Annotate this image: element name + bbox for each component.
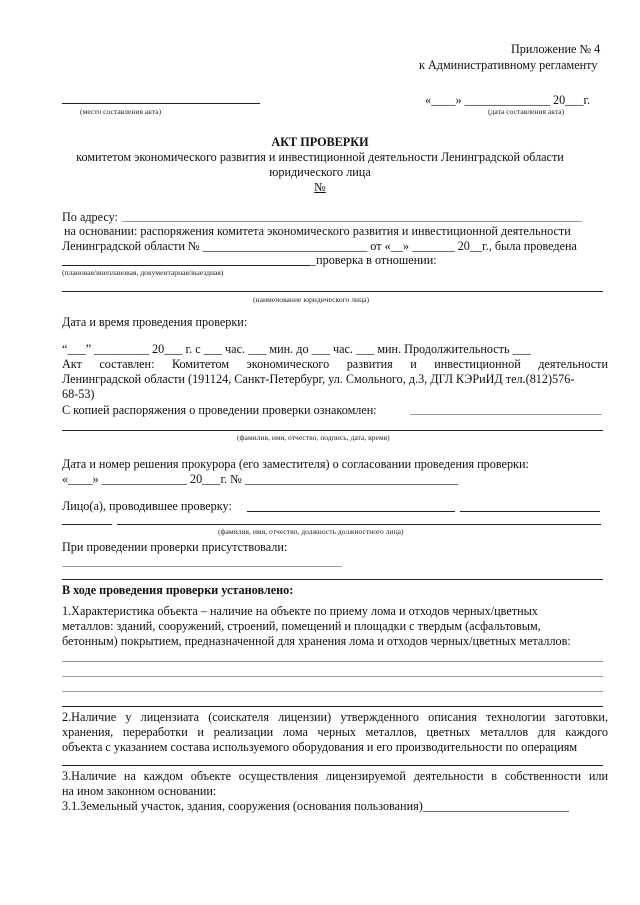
item-3-line-2: на ином законном основании: xyxy=(62,784,217,798)
act-compiled-line-1: Акт составлен: Комитетом экономического развития и инвестиционной деятельности xyxy=(62,357,608,371)
item-1-answer-line-3 xyxy=(62,691,603,692)
present-label: При проведении проверки присутствовали: xyxy=(62,540,288,554)
findings-heading: В ходе проведения проверки установлено: xyxy=(62,583,294,597)
prosecutor-label: Дата и номер решения прокурора (его заместителя) о согласовании проведения проверки: xyxy=(62,457,529,471)
date-field: «____» ______________ 20___г. xyxy=(425,93,591,107)
prosecutor-line: «____» ______________ 20___г. № ___________________________________ xyxy=(62,472,459,486)
act-subtitle-2: юридического лица xyxy=(269,165,371,179)
datetime-label: Дата и время проведения проверки: xyxy=(62,315,248,329)
act-title: АКТ ПРОВЕРКИ xyxy=(271,135,369,149)
present-line xyxy=(62,566,342,567)
place-line xyxy=(62,103,260,104)
inspector-caption: (фамилия, имя, отчество, должность должностного лица) xyxy=(218,527,404,536)
check-type-suffix: _проверка в отношении: xyxy=(310,253,437,267)
item-1-answer-line-2 xyxy=(62,676,603,677)
item-1-line-3: бетонным) покрытием, предназначенной для хранения лома и отходов черных/цветных металлов: xyxy=(62,634,571,648)
place-caption: (место составления акта) xyxy=(80,107,162,116)
act-number: № xyxy=(314,180,326,194)
entity-line xyxy=(62,291,603,292)
act-subtitle: комитетом экономического развития и инвестиционной деятельности Ленинградской области xyxy=(76,150,564,164)
copy-label: С копией распоряжения о проведении проверки ознакомлен: xyxy=(62,403,377,417)
item-1-answer-line-4 xyxy=(62,706,603,707)
item-1-line-2: металлов: зданий, сооружений, строений, помещений и площадки с твердым (асфальтовым, xyxy=(62,619,541,633)
copy-caption: (фамилия, имя, отчество, подпись, дата, время) xyxy=(237,433,390,442)
copy-line xyxy=(62,430,603,431)
act-compiled-line-3: 68-53) xyxy=(62,387,95,401)
item-1-answer-line-1 xyxy=(62,661,603,662)
address-label: По адресу: xyxy=(62,210,118,224)
date-caption: (дата составления акта) xyxy=(488,107,565,116)
regulation-label: к Административному регламенту xyxy=(419,58,598,72)
item-2-answer-line xyxy=(62,765,603,766)
inspector-line-a xyxy=(247,511,455,512)
basis-line-2: Ленинградской области № ___________________________ от «__» _______ 20__г., была проведена xyxy=(62,239,577,253)
copy-line-short xyxy=(410,414,602,415)
time-line: “___” _________ 20___ г. с ___ час. ___ мин. до ___ час. ___ мин. Продолжительность ___ xyxy=(62,342,531,356)
inspector-label: Лицо(а), проводившее проверку: xyxy=(62,499,232,513)
basis-line-1: на основании: распоряжения комитета экономического развития и инвестиционной деятельности xyxy=(64,224,571,238)
address-line xyxy=(122,221,582,222)
check-type-caption: (плановая/внеплановая, документарная/выездная) xyxy=(62,268,224,277)
inspector-line-c xyxy=(62,524,112,525)
item-2-line-2: хранения, переработки и реализации лома черных металлов, цветных металлов для каждого xyxy=(62,725,608,739)
inspector-line-b xyxy=(460,511,600,512)
entity-caption: (наименование юридического лица) xyxy=(253,295,370,304)
item-2-line-3: объекта с указанием состава используемого оборудования и его производительности по операциям xyxy=(62,740,578,754)
act-compiled-line-2: Ленинградской области (191124, Санкт-Петербург, ул. Смольного, д.3, ДГЛ КЭРиИД тел.(812)576- xyxy=(62,372,575,386)
present-line-2 xyxy=(62,579,603,580)
item-2-line-1: 2.Наличие у лицензиата (соискателя лицензии) утвержденного описания технологии заготовки, xyxy=(62,710,608,724)
item-3-line-1: 3.Наличие на каждом объекте осуществления лицензируемой деятельности в собственности или xyxy=(62,769,608,783)
item-1-line-1: 1.Характеристика объекта – наличие на объекте по приему лома и отходов черных/цветных xyxy=(62,604,538,618)
item-3-1-line: 3.1.Земельный участок, здания, сооружения (основания пользования)________________________ xyxy=(62,799,570,813)
inspector-line-d xyxy=(117,524,601,525)
appendix-label: Приложение № 4 xyxy=(511,42,601,56)
check-type-line xyxy=(62,265,310,266)
